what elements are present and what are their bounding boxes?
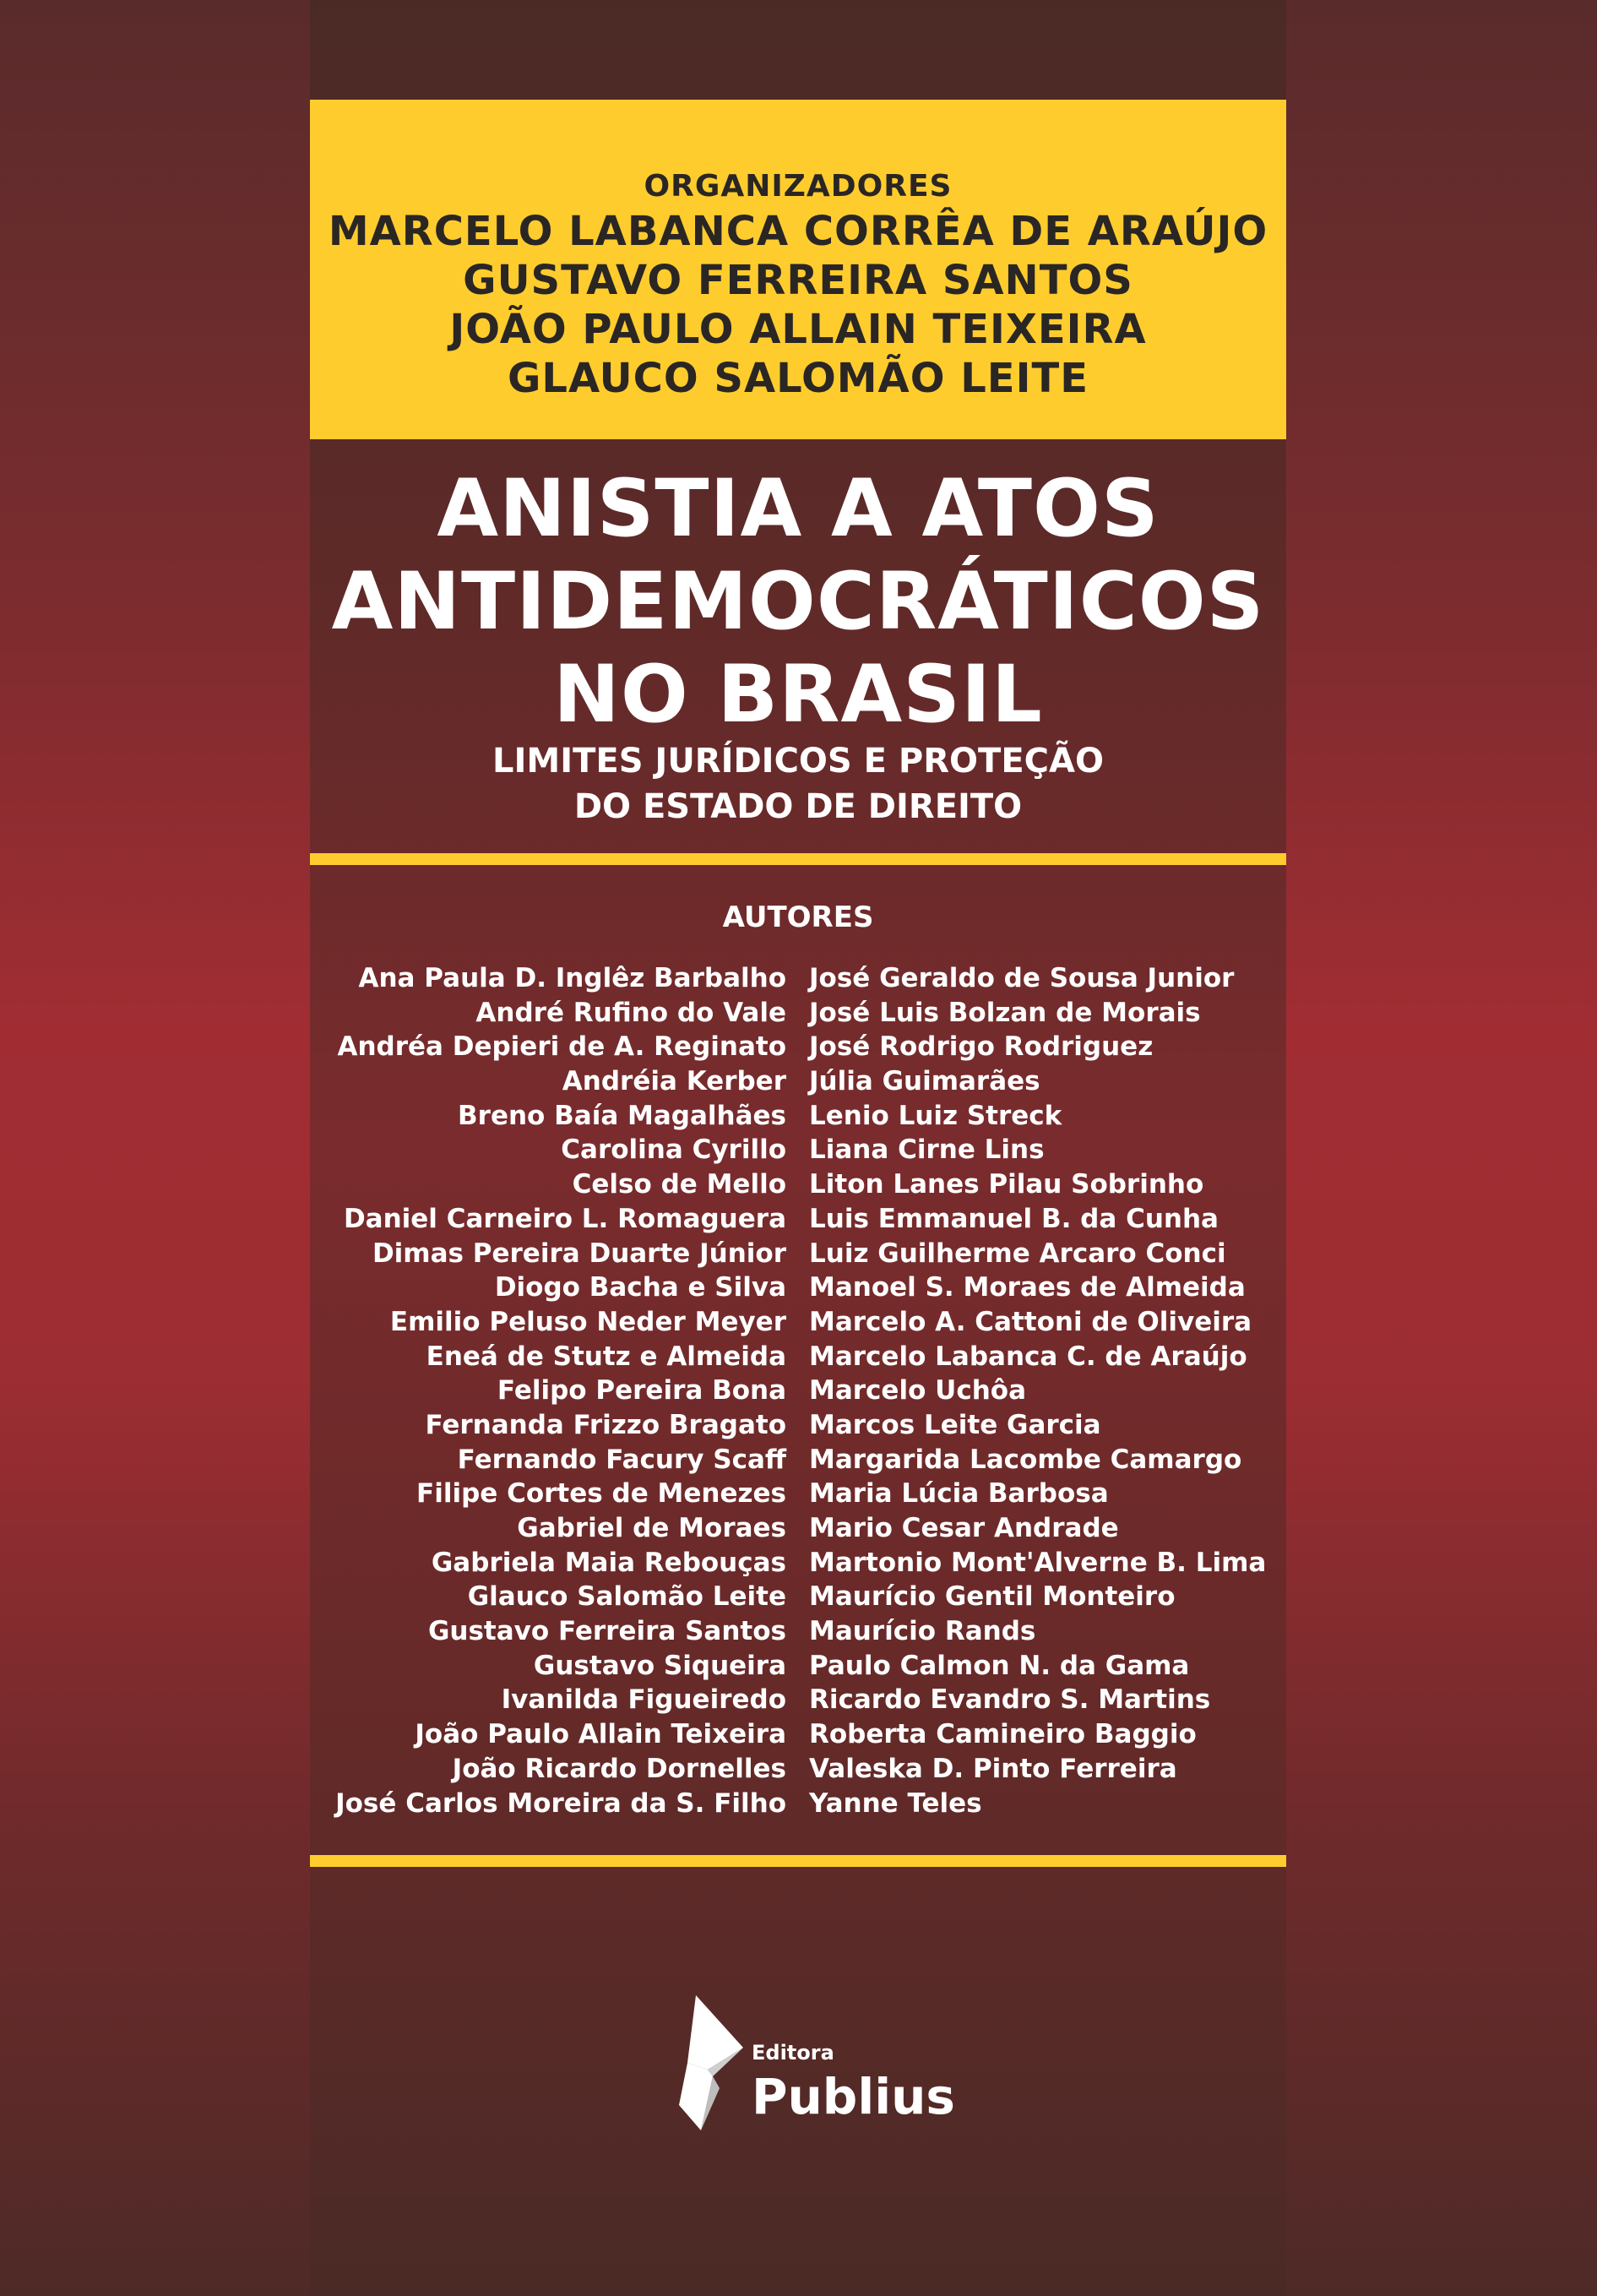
- author-name: Lenio Luiz Streck: [809, 1100, 1062, 1131]
- author-name: Breno Baía Magalhães: [458, 1100, 786, 1131]
- organizer-name: GLAUCO SALOMÃO LEITE: [508, 355, 1089, 402]
- author-name: Fernanda Frizzo Bragato: [425, 1409, 786, 1440]
- author-name: Gustavo Siqueira: [533, 1650, 786, 1681]
- author-name: Luis Emmanuel B. da Cunha: [809, 1203, 1219, 1234]
- author-name: Emilio Peluso Neder Meyer: [389, 1306, 786, 1337]
- author-name: Manoel S. Moraes de Almeida: [809, 1272, 1246, 1303]
- author-name: Fernando Facury Scaff: [457, 1444, 786, 1475]
- author-name: Liana Cirne Lins: [809, 1134, 1045, 1166]
- author-name: José Geraldo de Sousa Junior: [809, 963, 1235, 993]
- author-name: João Ricardo Dornelles: [452, 1753, 786, 1784]
- title-line: NO BRASIL: [553, 649, 1043, 741]
- author-name: Gabriela Maia Rebouças: [431, 1547, 786, 1578]
- author-name: Júlia Guimarães: [809, 1066, 1040, 1097]
- author-name: José Carlos Moreira da S. Filho: [335, 1787, 786, 1819]
- author-name: Eneá de Stutz e Almeida: [426, 1341, 786, 1372]
- author-name: Gabriel de Moraes: [517, 1513, 786, 1543]
- author-name: José Luis Bolzan de Morais: [809, 997, 1201, 1028]
- divider-rule: [310, 1855, 1286, 1867]
- subtitle-line: DO ESTADO DE DIREITO: [573, 787, 1023, 826]
- book-title: [310, 463, 1286, 851]
- divider-rule: [310, 853, 1286, 865]
- author-name: Diogo Bacha e Silva: [494, 1272, 786, 1303]
- subtitle-line: LIMITES JURÍDICOS E PROTEÇÃO: [492, 742, 1104, 781]
- author-name: Filipe Cortes de Menezes: [416, 1478, 786, 1510]
- author-name: Ricardo Evandro S. Martins: [809, 1684, 1211, 1716]
- author-name: Felipo Pereira Bona: [497, 1375, 786, 1406]
- author-name: Margarida Lacombe Camargo: [809, 1444, 1242, 1475]
- author-name: José Rodrigo Rodriguez: [809, 1031, 1154, 1063]
- author-name: Andréia Kerber: [562, 1066, 786, 1097]
- author-name: Marcelo A. Cattoni de Oliveira: [809, 1306, 1252, 1337]
- organizers-box: [310, 100, 1286, 439]
- organizers-label: ORGANIZADORES: [644, 169, 953, 204]
- author-name: Marcos Leite Garcia: [809, 1409, 1101, 1440]
- author-name: Roberta Camineiro Baggio: [809, 1719, 1197, 1750]
- author-name: Maurício Gentil Monteiro: [809, 1581, 1176, 1613]
- authors-column-right: [809, 961, 1266, 1820]
- title-line: ANISTIA A ATOS: [437, 463, 1160, 555]
- author-name: Glauco Salomão Leite: [467, 1581, 786, 1613]
- author-name: Valeska D. Pinto Ferreira: [809, 1753, 1177, 1784]
- author-name: Dimas Pereira Duarte Júnior: [372, 1238, 786, 1269]
- author-name: Maurício Rands: [809, 1616, 1036, 1647]
- organizer-name: MARCELO LABANCA CORRÊA DE ARAÚJO: [328, 208, 1268, 255]
- organizer-name: JOÃO PAULO ALLAIN TEIXEIRA: [449, 306, 1147, 353]
- author-name: Mario Cesar Andrade: [809, 1513, 1119, 1543]
- authors-heading: AUTORES: [722, 900, 874, 934]
- publius-logo-icon: [676, 1995, 752, 2130]
- author-name: Andréa Depieri de A. Reginato: [337, 1031, 786, 1063]
- title-line: ANTIDEMOCRÁTICOS: [331, 556, 1265, 648]
- author-name: Celso de Mello: [572, 1169, 786, 1200]
- author-name: Ana Paula D. Inglêz Barbalho: [358, 963, 786, 993]
- author-name: Ivanilda Figueiredo: [501, 1684, 786, 1716]
- author-name: Luiz Guilherme Arcaro Conci: [809, 1238, 1226, 1269]
- author-name: Marcelo Labanca C. de Araújo: [809, 1341, 1247, 1372]
- author-name: Marcelo Uchôa: [809, 1375, 1027, 1406]
- publisher-label-big: Publius: [752, 2068, 955, 2125]
- author-name: Daniel Carneiro L. Romaguera: [343, 1203, 786, 1234]
- author-name: Liton Lanes Pilau Sobrinho: [809, 1169, 1204, 1200]
- author-name: Martonio Mont'Alverne B. Lima: [809, 1547, 1267, 1578]
- author-name: João Paulo Allain Teixeira: [415, 1719, 786, 1750]
- author-name: Paulo Calmon N. da Gama: [809, 1650, 1190, 1681]
- author-name: Yanne Teles: [809, 1787, 982, 1819]
- publisher-label-small: Editora: [752, 2041, 834, 2065]
- organizer-name: GUSTAVO FERREIRA SANTOS: [463, 257, 1133, 304]
- authors-column-left: [335, 961, 786, 1820]
- author-name: Maria Lúcia Barbosa: [809, 1478, 1109, 1510]
- author-name: Gustavo Ferreira Santos: [427, 1616, 786, 1647]
- author-name: Carolina Cyrillo: [561, 1134, 786, 1166]
- author-name: André Rufino do Vale: [475, 997, 786, 1028]
